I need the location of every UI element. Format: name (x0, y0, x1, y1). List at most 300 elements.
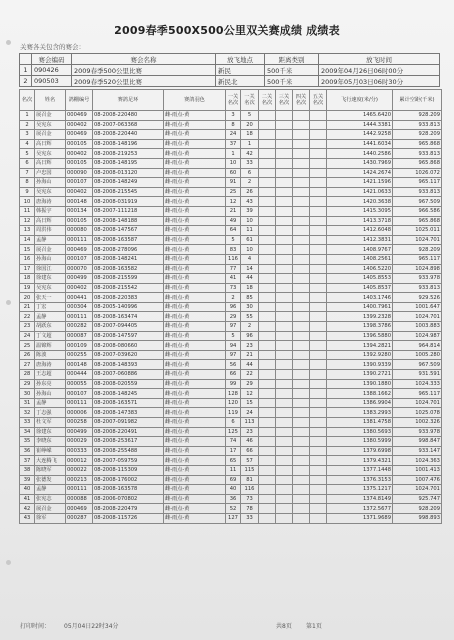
result-cell: 08-2008-220491 (93, 427, 164, 437)
table-row (20, 197, 442, 207)
table-row (20, 139, 442, 149)
result-cell: 1 (241, 139, 259, 149)
result-cell: 36 (20, 446, 35, 456)
result-cell: 1403.1746 (327, 293, 393, 303)
result-cell: 000282 (66, 322, 93, 332)
result-cell: 08-2008-255488 (93, 446, 164, 456)
result-cell: 000287 (66, 513, 93, 523)
result-cell: 967.509 (393, 360, 442, 370)
result-cell: 08-2008-080660 (93, 341, 164, 351)
result-cell: 雌-雨点-黄 (164, 120, 226, 130)
results-header-cell: 三关名次 (276, 90, 293, 111)
result-cell: 998.847 (393, 437, 442, 447)
result-cell: 张德发 (35, 475, 66, 485)
result-cell (259, 456, 276, 466)
result-cell: 000469 (66, 504, 93, 514)
result-cell: 49 (226, 216, 241, 226)
result-cell: 000333 (66, 446, 93, 456)
footer-print-label: 打印时间： (20, 623, 51, 630)
result-cell: 000105 (66, 139, 93, 149)
result-cell: 雌-雨点-黄 (164, 331, 226, 341)
races-label: 关赛各关包含的赛会： (20, 43, 85, 51)
table-row (20, 235, 442, 245)
result-cell: 10 (241, 216, 259, 226)
result-cell: 30 (20, 389, 35, 399)
table-row (20, 206, 442, 216)
result-cell: 展召金 (35, 130, 66, 140)
race-cell: 500千米 (265, 76, 319, 87)
result-cell: 19 (20, 283, 35, 293)
result-cell (276, 283, 293, 293)
result-cell: 26 (20, 350, 35, 360)
result-cell: 000111 (66, 235, 93, 245)
result-cell: 1379.6998 (327, 446, 393, 456)
result-cell: 29 (20, 379, 35, 389)
result-cell (276, 446, 293, 456)
result-cell: 08-2007-039620 (93, 350, 164, 360)
table-row (20, 331, 442, 341)
result-cell (310, 465, 327, 475)
result-cell (310, 360, 327, 370)
result-cell: 2 (20, 120, 35, 130)
result-cell (293, 187, 310, 197)
table-row (20, 408, 442, 418)
result-cell (276, 331, 293, 341)
punch-hole-icon (6, 560, 11, 565)
result-cell: 吴宪东 (35, 187, 66, 197)
result-cell: 46 (241, 437, 259, 447)
result-cell (276, 245, 293, 255)
result-cell: 14 (241, 264, 259, 274)
result-cell: 33 (241, 158, 259, 168)
result-cell: 1381.4758 (327, 418, 393, 428)
result-cell: 000441 (66, 293, 93, 303)
race-cell: 500千米 (265, 65, 319, 76)
result-cell: 1386.9904 (327, 398, 393, 408)
table-row (20, 264, 442, 274)
result-cell: 吴宪东 (35, 120, 66, 130)
result-cell (259, 168, 276, 178)
result-cell: 119 (226, 408, 241, 418)
result-cell: 1024.987 (393, 331, 442, 341)
result-cell: 1390.1880 (327, 379, 393, 389)
result-cell (293, 302, 310, 312)
result-cell: 115 (241, 465, 259, 475)
result-cell: 12 (20, 216, 35, 226)
result-cell (310, 293, 327, 303)
table-row (20, 456, 442, 466)
result-cell (259, 341, 276, 351)
result-cell (276, 418, 293, 428)
result-cell: 1440.2586 (327, 149, 393, 159)
result-cell (259, 331, 276, 341)
result-cell (259, 408, 276, 418)
races-header-cell: 放飞时间 (319, 54, 440, 65)
result-cell: 雌-雨点-黄 (164, 418, 226, 428)
result-cell (293, 446, 310, 456)
result-cell (293, 120, 310, 130)
result-cell (310, 274, 327, 284)
result-cell: 杜文军 (35, 418, 66, 428)
result-cell (310, 206, 327, 216)
result-cell (310, 312, 327, 322)
result-cell: 29 (226, 312, 241, 322)
result-cell (310, 120, 327, 130)
result-cell (293, 465, 310, 475)
result-cell: 933.813 (393, 187, 442, 197)
result-cell: 5 (226, 331, 241, 341)
result-cell: 933.813 (393, 149, 442, 159)
results-header-cell: 四关名次 (293, 90, 310, 111)
result-cell (276, 178, 293, 188)
result-cell: 57 (241, 456, 259, 466)
result-cell: 55 (241, 312, 259, 322)
result-cell: 雌-雨点-黄 (164, 360, 226, 370)
result-cell: 000134 (66, 206, 93, 216)
result-cell (310, 446, 327, 456)
race-cell: 2009年04月26日06时00分 (319, 65, 440, 76)
result-cell: 1424.2674 (327, 168, 393, 178)
result-cell: 81 (241, 475, 259, 485)
result-cell (276, 293, 293, 303)
result-cell (276, 264, 293, 274)
result-cell (259, 465, 276, 475)
result-cell: 85 (241, 293, 259, 303)
result-cell: 1371.9689 (327, 513, 393, 523)
result-cell: 26 (241, 187, 259, 197)
result-cell: 08-2008-163571 (93, 398, 164, 408)
result-cell (276, 465, 293, 475)
result-cell: 60 (226, 168, 241, 178)
result-cell: 74 (226, 437, 241, 447)
result-cell: 雌-雨点-黄 (164, 302, 226, 312)
result-cell (259, 312, 276, 322)
result-cell: 王志超 (35, 370, 66, 380)
result-cell (310, 379, 327, 389)
result-cell: 000107 (66, 178, 93, 188)
table-row (20, 322, 442, 332)
result-cell: 孟静 (35, 485, 66, 495)
result-cell: 雌-雨点-黄 (164, 254, 226, 264)
result-cell: 29 (241, 379, 259, 389)
table-row (20, 158, 442, 168)
table-row (20, 513, 442, 523)
result-cell: 65 (226, 456, 241, 466)
result-cell: 高日辉 (35, 216, 66, 226)
result-cell: 11 (20, 206, 35, 216)
result-cell: 000080 (66, 226, 93, 236)
table-row (20, 341, 442, 351)
result-cell: 967.509 (393, 197, 442, 207)
result-cell: 08-2008-148195 (93, 158, 164, 168)
table-row (20, 465, 442, 475)
result-cell: 1 (226, 149, 241, 159)
result-cell: 42 (20, 504, 35, 514)
result-cell: 08-2007-091982 (93, 418, 164, 428)
result-cell: 23 (241, 341, 259, 351)
result-cell: 78 (241, 504, 259, 514)
result-cell (310, 456, 327, 466)
result-cell (293, 245, 310, 255)
result-cell: 丁文超 (35, 331, 66, 341)
result-cell (276, 322, 293, 332)
result-cell: 雌-雨点-黄 (164, 168, 226, 178)
result-cell (310, 437, 327, 447)
result-cell: 雌-雨点-黄 (164, 139, 226, 149)
result-cell: 000111 (66, 312, 93, 322)
result-cell (276, 302, 293, 312)
result-cell: 12 (241, 389, 259, 399)
result-cell: 965.868 (393, 216, 442, 226)
result-cell: 08-2008-147567 (93, 226, 164, 236)
result-cell: 22 (20, 312, 35, 322)
result-cell (276, 350, 293, 360)
result-cell (310, 264, 327, 274)
result-cell: 1444.3381 (327, 120, 393, 130)
result-cell (276, 398, 293, 408)
result-cell: 1421.1596 (327, 178, 393, 188)
result-cell (293, 360, 310, 370)
result-cell (259, 187, 276, 197)
result-cell (310, 226, 327, 236)
punch-hole-icon (6, 300, 11, 305)
result-cell: 20 (20, 293, 35, 303)
result-cell (259, 130, 276, 140)
result-cell: 08-2008-176002 (93, 475, 164, 485)
result-cell: 000148 (66, 197, 93, 207)
races-header-cell: 赛会编码 (32, 54, 72, 65)
races-header-cell: 距离类别 (265, 54, 319, 65)
result-cell: 000258 (66, 418, 93, 428)
result-cell (276, 158, 293, 168)
result-cell: 6 (20, 158, 35, 168)
result-cell (310, 494, 327, 504)
result-cell: 000402 (66, 149, 93, 159)
result-cell: 34 (20, 427, 35, 437)
result-cell (259, 446, 276, 456)
result-cell (259, 475, 276, 485)
result-cell: 08-2008-163582 (93, 264, 164, 274)
result-cell: 徐建东 (35, 427, 66, 437)
result-cell: 孟静 (35, 312, 66, 322)
result-cell: 08-2008-215599 (93, 274, 164, 284)
table-row (20, 427, 442, 437)
result-cell: 孙东亮 (35, 379, 66, 389)
result-cell: 18 (241, 283, 259, 293)
result-cell: 965.117 (393, 178, 442, 188)
result-cell: 孟静 (35, 398, 66, 408)
table-row (20, 437, 442, 447)
result-cell: 97 (226, 322, 241, 332)
result-cell (293, 341, 310, 351)
result-cell: 展召金 (35, 111, 66, 121)
result-cell: 雌-雨点-黄 (164, 370, 226, 380)
result-cell: 08-2007-094405 (93, 322, 164, 332)
table-row (20, 111, 442, 121)
result-cell: 000402 (66, 283, 93, 293)
result-cell: 964.814 (393, 341, 442, 351)
result-cell (310, 475, 327, 485)
result-cell: 1441.6034 (327, 139, 393, 149)
result-cell: 000087 (66, 331, 93, 341)
result-cell: 000070 (66, 264, 93, 274)
result-cell: 41 (20, 494, 35, 504)
result-cell: 41 (226, 274, 241, 284)
result-cell (259, 226, 276, 236)
result-cell: 24 (226, 130, 241, 140)
result-cell (293, 398, 310, 408)
result-cell (293, 370, 310, 380)
result-cell: 1442.9258 (327, 130, 393, 140)
result-cell: 08-2008-115726 (93, 513, 164, 523)
result-cell: 卢忠国 (35, 168, 66, 178)
result-cell: 08-2008-215542 (93, 283, 164, 293)
result-cell: 雌-雨点-黄 (164, 245, 226, 255)
result-cell: 徐国江 (35, 264, 66, 274)
result-cell: 雌-雨点-黄 (164, 111, 226, 121)
result-cell: 18 (20, 274, 35, 284)
result-cell (310, 168, 327, 178)
result-cell (276, 427, 293, 437)
result-cell: 雌-雨点-黄 (164, 158, 226, 168)
result-cell: 127 (226, 513, 241, 523)
result-cell: 1024.701 (393, 485, 442, 495)
result-cell (293, 379, 310, 389)
result-cell (259, 254, 276, 264)
result-cell: 08-2008-148245 (93, 389, 164, 399)
results-header-cell: 五关名次 (310, 90, 327, 111)
result-cell (293, 158, 310, 168)
table-row (20, 187, 442, 197)
result-cell (310, 216, 327, 226)
result-cell: 1396.5880 (327, 331, 393, 341)
result-cell: 徐建东 (35, 274, 66, 284)
result-cell: 1390.9339 (327, 360, 393, 370)
result-cell (259, 504, 276, 514)
result-cell: 928.209 (393, 130, 442, 140)
table-row (20, 475, 442, 485)
result-cell: 000105 (66, 216, 93, 226)
result-cell: 大连腾飞 (35, 456, 66, 466)
result-cell: 1400.7961 (327, 302, 393, 312)
result-cell (293, 322, 310, 332)
result-cell: 1392.9280 (327, 350, 393, 360)
result-cell (310, 408, 327, 418)
table-row (20, 130, 442, 140)
result-cell: 11 (226, 465, 241, 475)
result-cell: 1398.3786 (327, 322, 393, 332)
result-cell (293, 293, 310, 303)
result-cell (310, 158, 327, 168)
result-cell: 1413.3718 (327, 216, 393, 226)
result-cell: 崔峥嵘 (35, 446, 66, 456)
result-cell: 08-2008-220383 (93, 293, 164, 303)
result-cell: 1 (20, 111, 35, 121)
table-row (20, 389, 442, 399)
result-cell: 1377.1448 (327, 465, 393, 475)
result-cell (293, 427, 310, 437)
result-cell: 928.209 (393, 504, 442, 514)
result-cell: 1394.2821 (327, 341, 393, 351)
result-cell (310, 178, 327, 188)
result-cell: 000107 (66, 254, 93, 264)
result-cell: 38 (20, 465, 35, 475)
result-cell (276, 235, 293, 245)
result-cell (310, 485, 327, 495)
result-cell: 1412.6048 (327, 226, 393, 236)
table-row (20, 350, 442, 360)
result-cell: 43 (241, 197, 259, 207)
races-header-cell (20, 54, 32, 65)
result-cell: 1007.476 (393, 475, 442, 485)
result-cell (259, 216, 276, 226)
result-cell (293, 168, 310, 178)
table-row (20, 494, 442, 504)
result-cell (259, 485, 276, 495)
result-cell: 2 (241, 178, 259, 188)
result-cell (276, 274, 293, 284)
footer-page-number: 第1页 (306, 623, 322, 630)
result-cell: 雌-雨点-黄 (164, 408, 226, 418)
result-cell: 吴宪东 (35, 149, 66, 159)
result-cell: 42 (241, 149, 259, 159)
races-header-cell: 放飞地点 (216, 54, 265, 65)
result-cell: 雌-雨点-黄 (164, 350, 226, 360)
result-cell (276, 168, 293, 178)
result-cell: 08-2005-140996 (93, 302, 164, 312)
result-cell (310, 513, 327, 523)
result-cell: 唐海涛 (35, 360, 66, 370)
result-cell: 1430.7969 (327, 158, 393, 168)
result-cell: 08-2008-031919 (93, 197, 164, 207)
result-cell (259, 398, 276, 408)
result-cell: 08-2008-147383 (93, 408, 164, 418)
table-row (20, 360, 442, 370)
result-cell: 24 (20, 331, 35, 341)
result-cell: 陈波 (35, 350, 66, 360)
result-cell: 08-2008-013120 (93, 168, 164, 178)
table-row (20, 379, 442, 389)
result-cell (293, 485, 310, 495)
result-cell: 雌-雨点-黄 (164, 178, 226, 188)
result-cell: 18 (241, 130, 259, 140)
result-cell (259, 360, 276, 370)
result-cell: 33 (241, 513, 259, 523)
result-cell: 雌-雨点-黄 (164, 456, 226, 466)
result-cell (276, 370, 293, 380)
result-cell: 43 (20, 513, 35, 523)
result-cell: 97 (226, 350, 241, 360)
race-cell: 2009春季520公里比赛 (72, 76, 216, 87)
result-cell: 李晓东 (35, 437, 66, 447)
result-cell: 22 (241, 370, 259, 380)
result-cell (293, 283, 310, 293)
result-cell: 5 (241, 111, 259, 121)
table-row (20, 245, 442, 255)
result-cell (310, 427, 327, 437)
page-title: 2009春季500X500公里双关赛成绩 成绩表 (114, 24, 340, 37)
races-header-cell: 赛会名称 (72, 54, 216, 65)
result-cell: 000255 (66, 350, 93, 360)
result-cell (259, 274, 276, 284)
result-cell (293, 494, 310, 504)
result-cell: 73 (241, 494, 259, 504)
result-cell (293, 504, 310, 514)
result-cell: 5 (226, 235, 241, 245)
result-cell: 雌-雨点-黄 (164, 322, 226, 332)
result-cell: 1406.5220 (327, 264, 393, 274)
result-cell: 61 (241, 235, 259, 245)
